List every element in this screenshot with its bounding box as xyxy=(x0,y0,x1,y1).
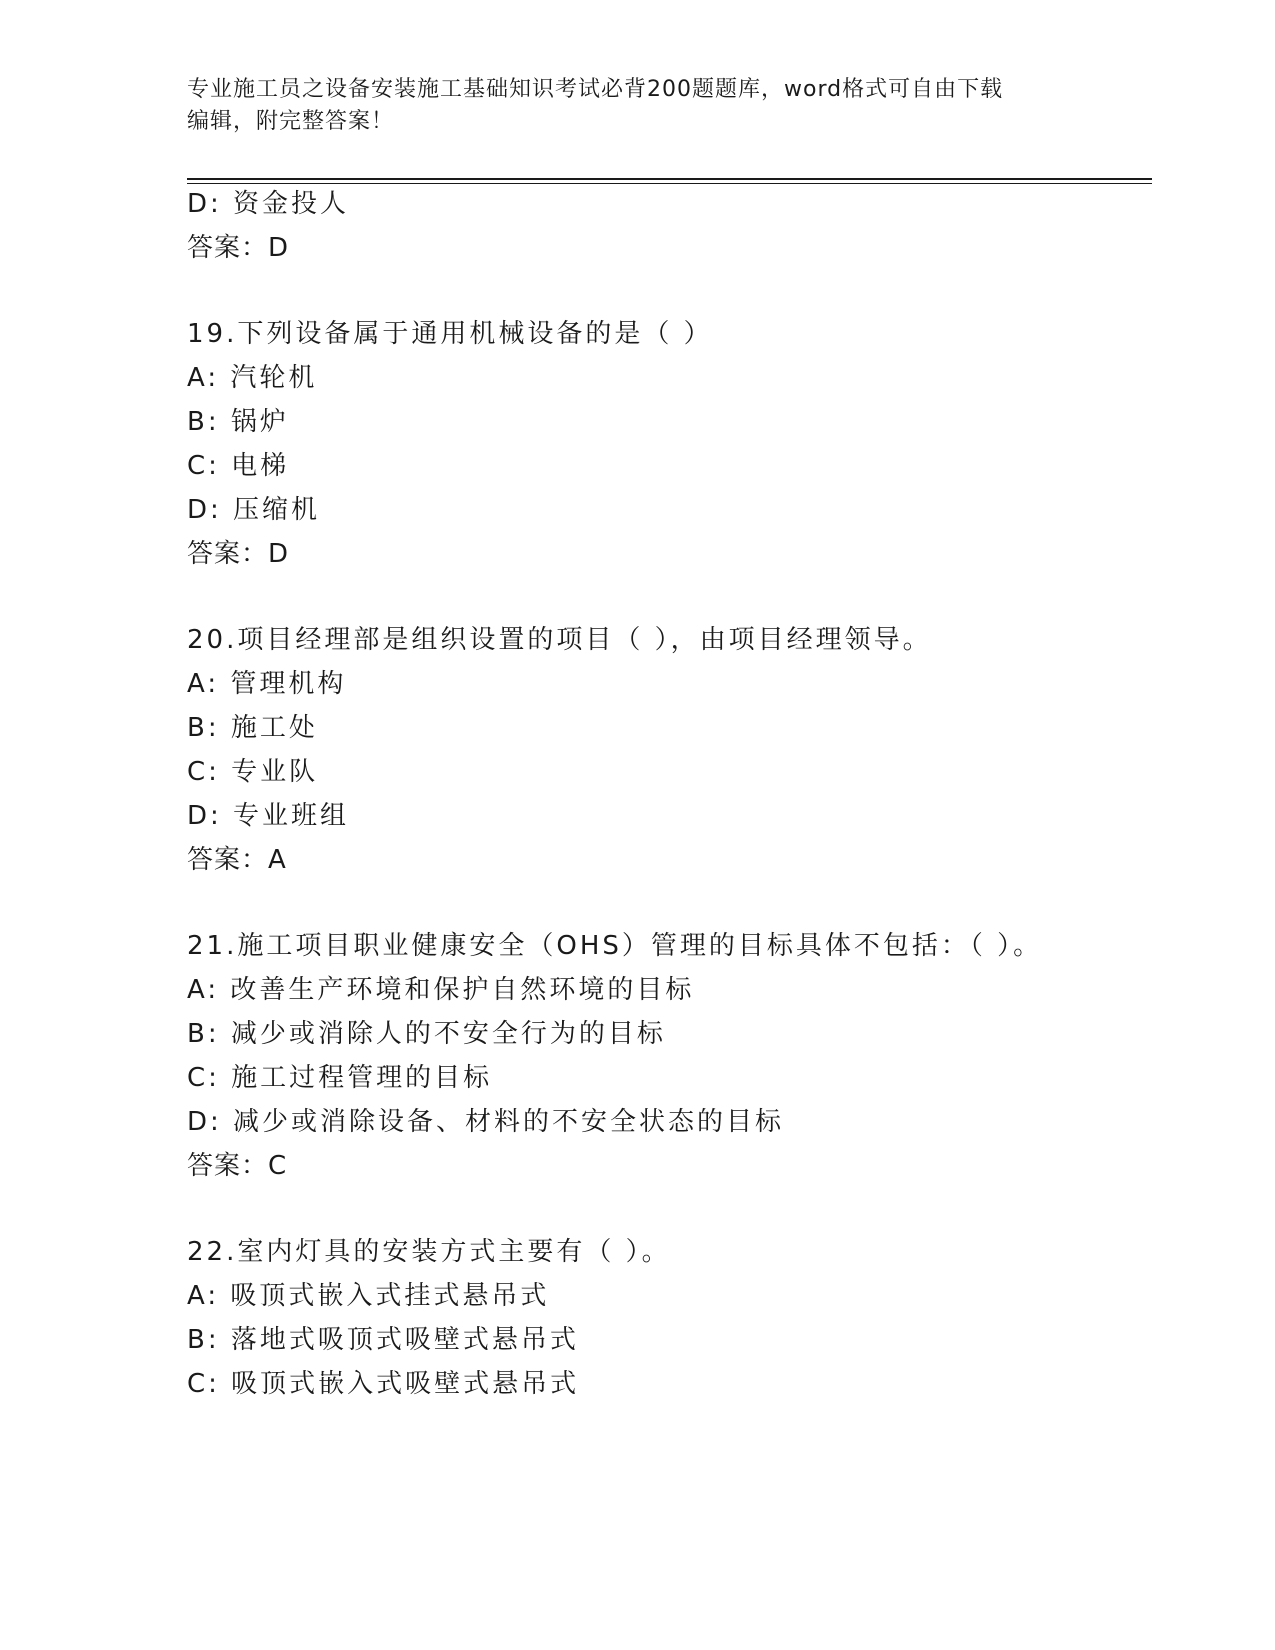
q21-answer: 答案：C xyxy=(187,1151,288,1181)
q21-option-c: C: 施工过程管理的目标 xyxy=(187,1063,493,1093)
q22-option-b: B: 落地式吸顶式吸壁式悬吊式 xyxy=(187,1325,579,1355)
q19-answer: 答案：D xyxy=(187,539,290,569)
q18-answer: 答案：D xyxy=(187,233,290,263)
header-divider-thin xyxy=(187,183,1152,184)
q19-option-d: D: 压缩机 xyxy=(187,495,321,525)
q19-option-a: A: 汽轮机 xyxy=(187,363,318,393)
q21-option-d: D: 减少或消除设备、材料的不安全状态的目标 xyxy=(187,1107,785,1137)
q19-option-c: C: 电梯 xyxy=(187,451,290,481)
header-title-line-2: 编辑，附完整答案！ xyxy=(187,109,395,134)
q20-option-a: A: 管理机构 xyxy=(187,669,347,699)
q20-question: 20.项目经理部是组织设置的项目（ ），由项目经理领导。 xyxy=(187,625,932,655)
q18-option-d: D: 资金投人 xyxy=(187,189,350,219)
header-title-line-1: 专业施工员之设备安装施工基础知识考试必背200题题库，word格式可自由下载 xyxy=(187,77,1004,102)
q20-option-c: C: 专业队 xyxy=(187,757,319,787)
q22-option-a: A: 吸顶式嵌入式挂式悬吊式 xyxy=(187,1281,550,1311)
q22-question: 22.室内灯具的安装方式主要有（ ）。 xyxy=(187,1237,671,1267)
q19-option-b: B: 锅炉 xyxy=(187,407,289,437)
q21-option-b: B: 减少或消除人的不安全行为的目标 xyxy=(187,1019,666,1049)
q19-question: 19.下列设备属于通用机械设备的是（ ） xyxy=(187,319,713,349)
q22-option-c: C: 吸顶式嵌入式吸壁式悬吊式 xyxy=(187,1369,580,1399)
document-header xyxy=(187,74,1067,138)
q21-question: 21.施工项目职业健康安全（OHS）管理的目标具体不包括：（ ）。 xyxy=(187,931,1043,961)
q21-option-a: A: 改善生产环境和保护自然环境的目标 xyxy=(187,975,695,1005)
q20-option-b: B: 施工处 xyxy=(187,713,318,743)
q20-answer: 答案：A xyxy=(187,845,287,875)
header-divider-thick xyxy=(187,178,1152,180)
q20-option-d: D: 专业班组 xyxy=(187,801,350,831)
